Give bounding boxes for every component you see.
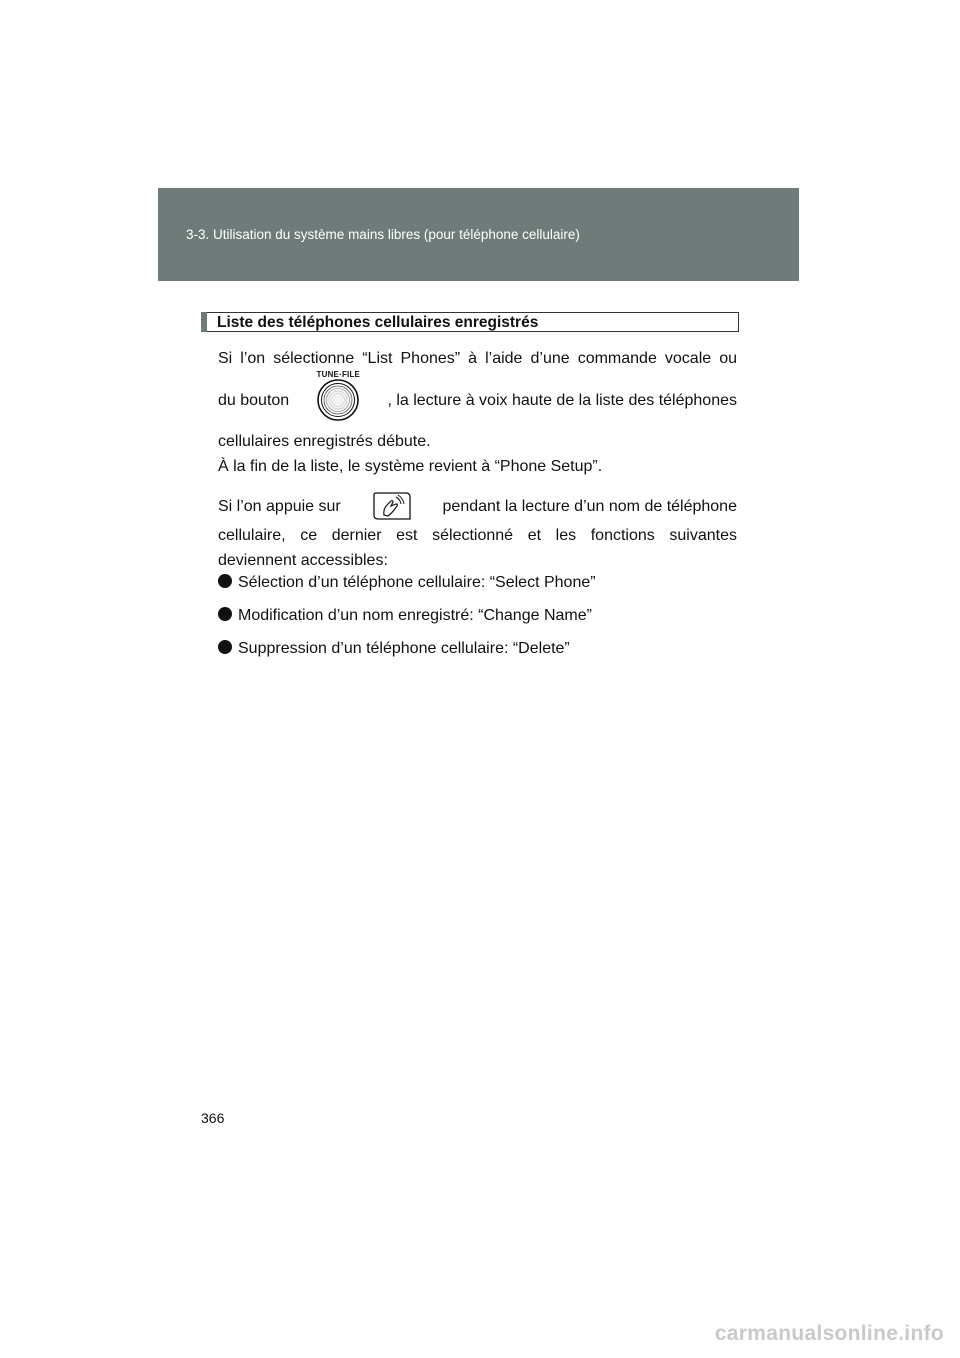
paragraph-text: pendant la lecture d’un nom de téléphone <box>442 497 737 515</box>
chapter-title: 3-3. Utilisation du système mains libres (pour téléphone cellulaire) <box>186 227 580 242</box>
paragraph-line: cellulaire, ce dernier est sélectionné et les fonctions suivantes <box>218 527 737 544</box>
tune-file-knob-icon <box>314 370 362 422</box>
paragraph-line: cellulaires enregistrés débute. <box>218 433 431 450</box>
bullet-icon <box>218 607 232 621</box>
paragraph-line: deviennent accessibles: <box>218 552 388 569</box>
bullet-icon <box>218 574 232 588</box>
paragraph-line: À la fin de la liste, le système revient à “Phone Setup”. <box>218 458 603 475</box>
paragraph-line: Si l’on sélectionne “List Phones” à l’aide d’une commande vocale ou <box>218 350 737 367</box>
bullet-icon <box>218 640 232 654</box>
paragraph-text: du bouton <box>218 391 290 409</box>
talk-switch-icon <box>372 491 412 521</box>
list-item <box>218 603 592 628</box>
list-item-text: Suppression d’un téléphone cellulaire: “Delete” <box>238 640 570 657</box>
section-heading: Liste des téléphones cellulaires enregistrés <box>217 314 539 331</box>
paragraph-text: , la lecture à voix haute de la liste des téléphones <box>387 391 737 409</box>
watermark: carmanualsonline.info <box>714 1322 944 1345</box>
list-item <box>218 570 596 595</box>
list-item <box>218 636 570 661</box>
list-item-text: Modification d’un nom enregistré: “Change Name” <box>238 607 592 624</box>
paragraph-line-with-talk-button <box>218 489 737 523</box>
page-number: 366 <box>201 1110 225 1126</box>
paragraph-text: Si l’on appuie sur <box>218 497 341 515</box>
chapter-header-band <box>158 188 799 281</box>
paragraph-line-with-knob <box>218 371 737 429</box>
section-heading-box <box>201 312 739 332</box>
section-heading-tab <box>201 312 207 332</box>
list-item-text: Sélection d’un téléphone cellulaire: “Select Phone” <box>238 574 596 591</box>
paragraph-list-phones <box>218 346 737 573</box>
knob-label: TUNE·FILE <box>316 370 361 379</box>
